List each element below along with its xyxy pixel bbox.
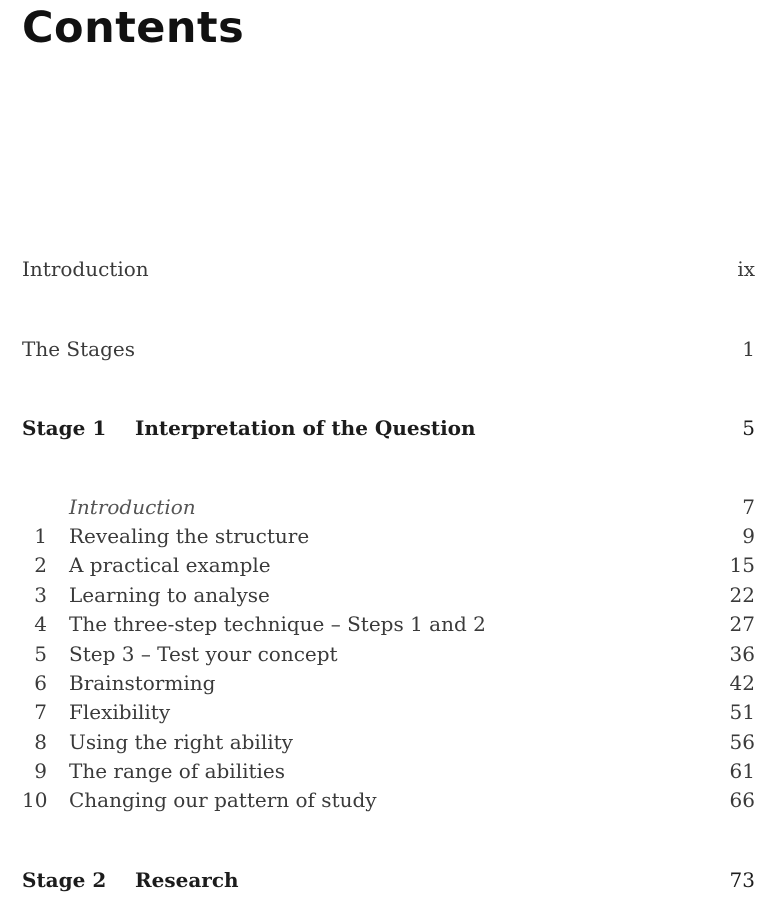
chapter-title: Flexibility [69, 700, 171, 724]
toc-page-number: 22 [729, 583, 755, 607]
toc-page-number: 1 [742, 337, 755, 361]
page-title: Contents [22, 3, 245, 53]
chapter-number: 10 [22, 788, 48, 812]
chapter-title: Step 3 – Test your concept [69, 642, 338, 666]
toc-entry-stage1-introduction[interactable] [22, 492, 755, 522]
chapter-title: A practical example [69, 553, 271, 577]
stage-title: Interpretation of the Question [135, 416, 476, 440]
toc-page-number: 5 [742, 416, 755, 440]
stage-label: Stage 2 [22, 868, 107, 892]
chapter-number: 1 [34, 524, 47, 548]
toc-page-number: 51 [729, 700, 755, 724]
chapter-number: 3 [34, 583, 47, 607]
toc-page-number: ix [737, 257, 755, 281]
chapter-number: 4 [34, 612, 47, 636]
toc-chapter[interactable] [22, 756, 755, 786]
chapter-title: Revealing the structure [69, 524, 310, 548]
chapter-number: 5 [34, 642, 47, 666]
toc-page-number: 15 [729, 553, 755, 577]
chapter-number: 6 [34, 671, 47, 695]
toc-page-number: 36 [729, 642, 755, 666]
chapter-title: Brainstorming [69, 671, 216, 695]
toc-chapter[interactable] [22, 697, 755, 727]
toc-page-number: 7 [742, 495, 755, 519]
stage-label: Stage 1 [22, 416, 107, 440]
toc-entry-label: The Stages [22, 337, 135, 361]
toc-stage-2[interactable] [22, 865, 755, 895]
toc-entry-the-stages[interactable] [22, 334, 755, 364]
toc-page-number: 61 [729, 759, 755, 783]
toc-chapter[interactable] [22, 785, 755, 815]
chapter-title: Changing our pattern of study [69, 788, 377, 812]
chapter-title: Using the right ability [69, 730, 293, 754]
chapter-number: 2 [34, 553, 47, 577]
toc-stage-1[interactable] [22, 413, 755, 443]
toc-page-number: 66 [729, 788, 755, 812]
toc-page-number: 42 [729, 671, 755, 695]
toc-chapter[interactable] [22, 550, 755, 580]
toc-chapter[interactable] [22, 521, 755, 551]
toc-chapter[interactable] [22, 639, 755, 669]
chapter-title: Learning to analyse [69, 583, 270, 607]
chapter-title: The range of abilities [69, 759, 286, 783]
toc-chapter[interactable] [22, 727, 755, 757]
toc-page-number: 27 [729, 612, 755, 636]
chapter-title: The three-step technique – Steps 1 and 2 [69, 612, 486, 636]
chapter-number: 9 [34, 759, 47, 783]
toc-page-number: 56 [729, 730, 755, 754]
chapter-number: 7 [34, 700, 47, 724]
toc-page-number: 9 [742, 524, 755, 548]
stage-title: Research [135, 868, 239, 892]
toc-entry-introduction[interactable] [22, 254, 755, 284]
toc-chapter[interactable] [22, 580, 755, 610]
toc-entry-label: Introduction [69, 495, 196, 519]
toc-entry-label: Introduction [22, 257, 149, 281]
toc-page-number: 73 [729, 868, 755, 892]
toc-chapter[interactable] [22, 609, 755, 639]
chapter-number: 8 [34, 730, 47, 754]
toc-chapter[interactable] [22, 668, 755, 698]
